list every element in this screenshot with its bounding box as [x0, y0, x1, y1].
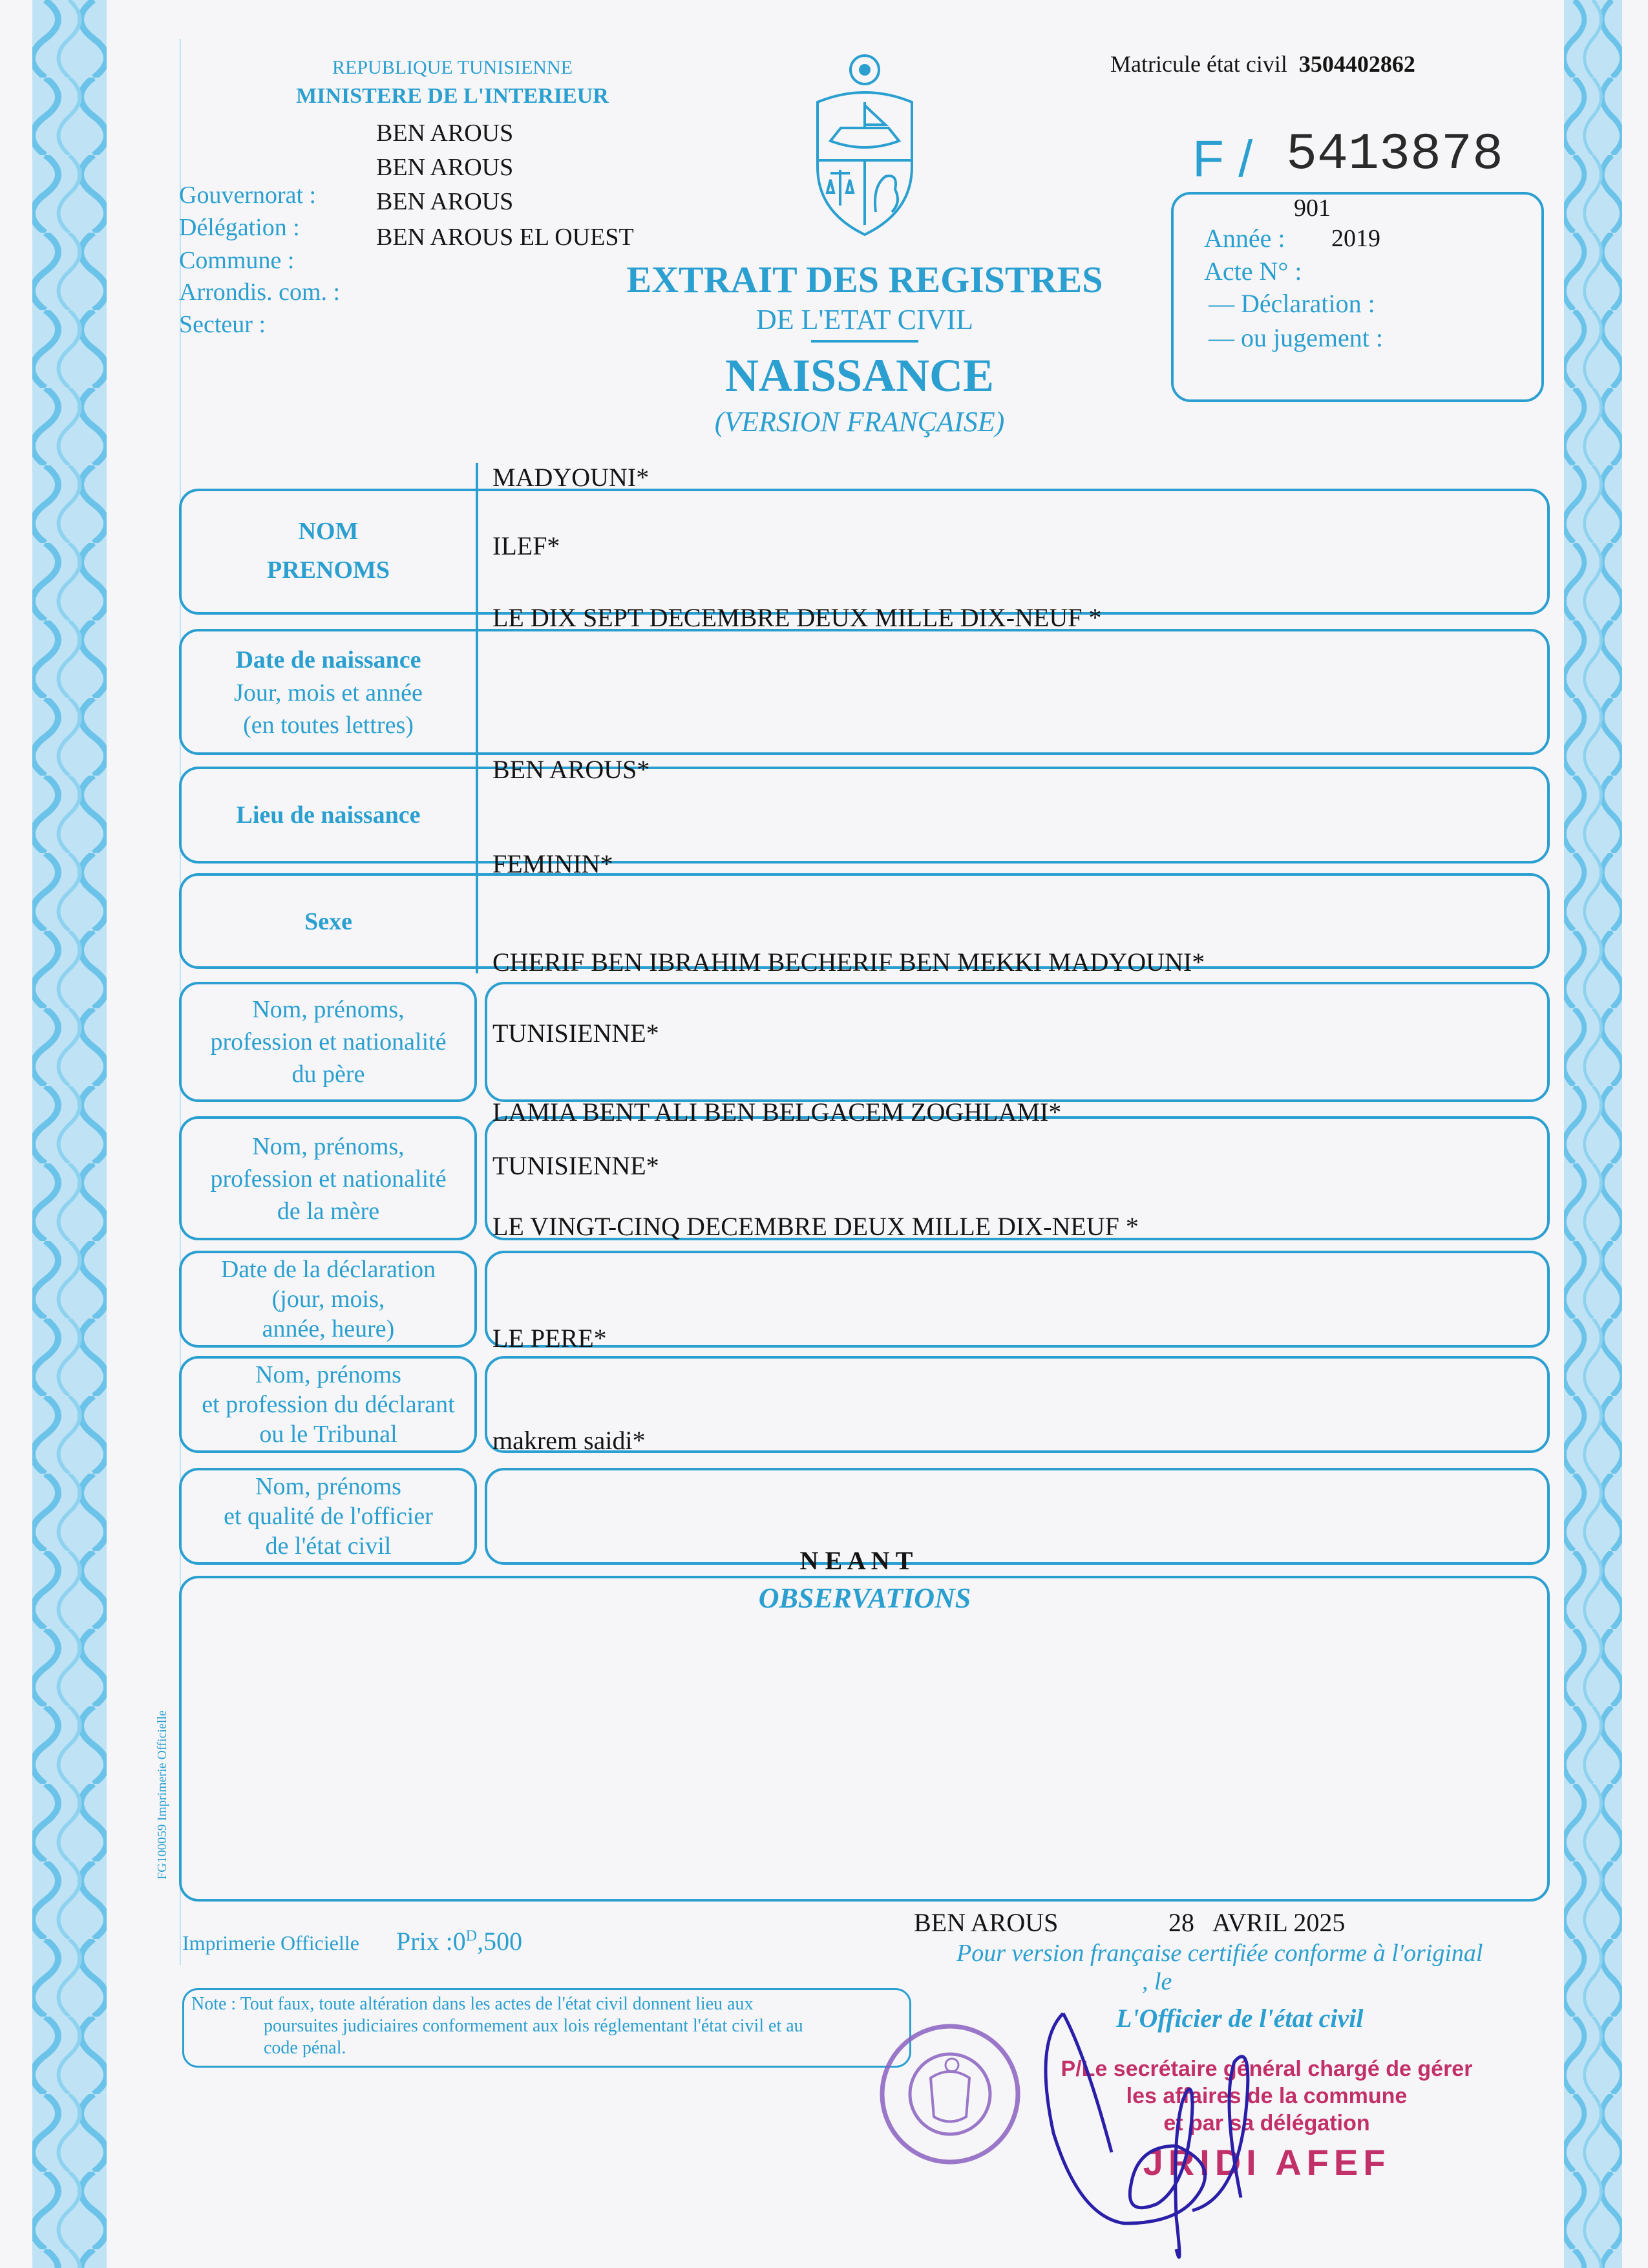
declaration-date-value: LE VINGT-CINQ DECEMBRE DEUX MILLE DIX-NEUF *	[492, 1212, 1139, 1241]
nom-label: NOM	[298, 518, 359, 545]
row-nom-box	[179, 489, 1550, 615]
lieu-value: BEN AROUS*	[492, 755, 650, 784]
le-label: , le	[1142, 1968, 1172, 1995]
prix-label	[396, 1926, 522, 1956]
mere-label-1: Nom, prénoms,	[252, 1133, 405, 1160]
security-border-left	[32, 0, 107, 2268]
pere-label-1: Nom, prénoms,	[252, 996, 405, 1023]
note-line-1: Tout faux, toute altération dans les actes de l'état civil donnent lieu aux	[240, 1994, 754, 2014]
note-label: Note :	[191, 1994, 237, 2014]
red-stamp-line-3: et par sa délégation	[1163, 2111, 1370, 2136]
sexe-label: Sexe	[304, 908, 352, 935]
mere-nom-value: LAMIA BENT ALI BEN BELGACEM ZOGHLAMI*	[492, 1097, 1062, 1127]
observations-box	[179, 1576, 1550, 1902]
date-naissance-label: Date de naissance	[235, 646, 421, 673]
mere-nationalite-value: TUNISIENNE*	[492, 1151, 659, 1180]
lieu-label: Lieu de naissance	[236, 801, 421, 829]
prenoms-label: PRENOMS	[267, 556, 390, 584]
prenoms-value: ILEF*	[492, 531, 560, 560]
officier-label-1: Nom, prénoms	[255, 1473, 401, 1500]
handwritten-signature	[1028, 2004, 1389, 2262]
observations-value: N E A N T	[799, 1546, 913, 1575]
serial-prefix: F /	[1192, 130, 1253, 187]
officier-title: L'Officier de l'état civil	[1116, 2004, 1364, 2033]
mere-label-2: profession et nationalité	[210, 1165, 447, 1192]
commune-round-stamp	[876, 2020, 1024, 2168]
title-extrait: EXTRAIT DES REGISTRES	[626, 259, 1103, 301]
declarant-label-3: ou le Tribunal	[259, 1421, 397, 1448]
gouvernorat-label: Gouvernorat :	[179, 182, 317, 209]
annee-label: Année :	[1204, 224, 1285, 253]
date-naissance-sublabel-2: (en toutes lettres)	[243, 712, 414, 739]
prix-value: ,500	[477, 1927, 523, 1956]
prix-text: Prix :0	[396, 1927, 466, 1956]
declaration-date-label-1: Date de la déclaration	[220, 1256, 436, 1283]
prix-currency: D	[465, 1927, 478, 1945]
issue-date: 28 AVRIL 2025	[1168, 1908, 1346, 1937]
pere-label-2: profession et nationalité	[210, 1028, 447, 1055]
mere-label-3: de la mère	[277, 1198, 380, 1225]
date-naissance-value: LE DIX SEPT DECEMBRE DEUX MILLE DIX-NEUF *	[492, 603, 1102, 632]
column-divider	[476, 463, 478, 973]
row-officier-value-box	[485, 1468, 1550, 1565]
declaration-date-label-3: année, heure)	[262, 1315, 395, 1342]
certification-text: Pour version française certifiée conforme à l'original	[956, 1940, 1483, 1967]
note-text	[191, 1993, 803, 2059]
tunisia-coat-of-arms-icon	[805, 50, 925, 239]
officier-label-2: et qualité de l'officier	[224, 1503, 433, 1530]
red-stamp-name: JRIDI AFEF	[1143, 2142, 1391, 2183]
title-divider	[811, 340, 918, 343]
pere-nationalite-value: TUNISIENNE*	[492, 1019, 659, 1048]
note-line-3: code pénal.	[264, 2038, 346, 2058]
red-stamp-line-1: P/Le secrétaire général chargé de gérer	[1061, 2057, 1473, 2081]
location-value-1: BEN AROUS	[376, 120, 514, 147]
matricule-label-text: Matricule état civil	[1110, 51, 1287, 77]
location-value-3: BEN AROUS	[376, 188, 514, 215]
date-naissance-sublabel-1: Jour, mois et année	[234, 679, 423, 706]
declarant-label-2: et profession du déclarant	[202, 1391, 455, 1418]
pere-label-3: du père	[291, 1061, 365, 1088]
title-naissance: NAISSANCE	[724, 350, 995, 401]
row-declaration-value-box	[485, 1251, 1550, 1348]
nom-value: MADYOUNI*	[492, 463, 650, 492]
observations-label: OBSERVATIONS	[758, 1582, 971, 1614]
red-stamp-line-2: les affaires de la commune	[1126, 2084, 1408, 2108]
issue-place: BEN AROUS	[914, 1908, 1059, 1937]
location-value-2: BEN AROUS	[376, 154, 514, 181]
republique-label: REPUBLIQUE TUNISIENNE	[332, 57, 573, 78]
delegation-label: Délégation :	[179, 214, 300, 241]
security-border-right	[1564, 0, 1622, 2268]
officier-value: makrem saidi*	[492, 1426, 646, 1455]
sexe-value: FEMININ*	[492, 849, 613, 878]
declarant-label-1: Nom, prénoms	[255, 1361, 401, 1388]
matricule-value: 3504402862	[1298, 51, 1415, 77]
secteur-label: Secteur :	[179, 311, 266, 338]
jugement-label: — ou jugement :	[1209, 323, 1383, 352]
title-etat-civil: DE L'ETAT CIVIL	[756, 304, 973, 335]
location-value-4: BEN AROUS EL OUEST	[376, 224, 634, 251]
ministere-label: MINISTERE DE L'INTERIEUR	[296, 84, 609, 108]
officier-label-3: de l'état civil	[265, 1532, 392, 1560]
note-line-2: poursuites judiciaires conformement aux lois réglementant l'état civil et au	[264, 2016, 803, 2036]
matricule-label	[1110, 50, 1415, 78]
title-version: (VERSION FRANÇAISE)	[714, 406, 1005, 438]
declarant-value: LE PERE*	[492, 1324, 607, 1353]
arrondissement-label: Arrondis. com. :	[179, 279, 341, 306]
pere-nom-value: CHERIF BEN IBRAHIM BECHERIF BEN MEKKI MADYOUNI*	[492, 948, 1205, 977]
acte-value: 901	[1294, 195, 1331, 222]
acte-label: Acte N° :	[1204, 257, 1302, 286]
serial-number: 5413878	[1286, 125, 1504, 184]
annee-value: 2019	[1331, 225, 1380, 252]
side-print-code: FG100059 Imprimerie Officielle	[155, 1710, 169, 1880]
imprimerie-label: Imprimerie Officielle	[182, 1931, 359, 1955]
declaration-date-label-2: (jour, mois,	[271, 1286, 385, 1313]
commune-label: Commune :	[179, 247, 295, 274]
declaration-label: — Déclaration :	[1209, 289, 1375, 318]
